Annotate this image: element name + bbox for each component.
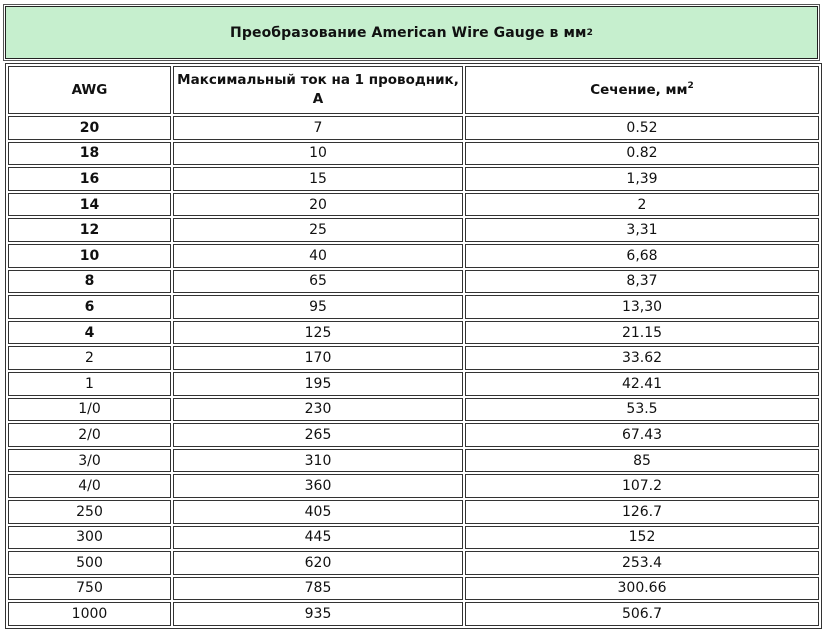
cell-section: 300.66 <box>465 577 819 601</box>
cell-awg: 20 <box>8 116 171 140</box>
table-row <box>8 142 819 166</box>
cell-awg: 1/0 <box>8 398 171 422</box>
cell-section: 21.15 <box>465 321 819 345</box>
table-row <box>8 372 819 396</box>
cell-awg: 14 <box>8 193 171 217</box>
cell-current: 15 <box>173 167 463 191</box>
table-row <box>8 244 819 268</box>
cell-current: 445 <box>173 526 463 550</box>
cell-current: 25 <box>173 218 463 242</box>
cell-current: 405 <box>173 500 463 524</box>
cell-awg: 16 <box>8 167 171 191</box>
cell-section: 42.41 <box>465 372 819 396</box>
cell-current: 20 <box>173 193 463 217</box>
cell-awg: 300 <box>8 526 171 550</box>
cell-awg: 3/0 <box>8 449 171 473</box>
cell-section: 67.43 <box>465 423 819 447</box>
cell-current: 620 <box>173 551 463 575</box>
cell-current: 265 <box>173 423 463 447</box>
cell-section: 0.52 <box>465 116 819 140</box>
table-row <box>8 423 819 447</box>
table-row <box>8 500 819 524</box>
cell-awg: 250 <box>8 500 171 524</box>
table-row <box>8 193 819 217</box>
table-title-text: Преобразование American Wire Gauge в мм <box>230 24 587 41</box>
cell-section: 6,68 <box>465 244 819 268</box>
cell-current: 170 <box>173 346 463 370</box>
cell-current: 10 <box>173 142 463 166</box>
table-row <box>8 295 819 319</box>
cell-current: 785 <box>173 577 463 601</box>
cell-current: 40 <box>173 244 463 268</box>
cell-awg: 10 <box>8 244 171 268</box>
cell-section: 152 <box>465 526 819 550</box>
cell-awg: 18 <box>8 142 171 166</box>
cell-awg: 750 <box>8 577 171 601</box>
table-row <box>8 218 819 242</box>
cell-current: 360 <box>173 474 463 498</box>
cell-awg: 500 <box>8 551 171 575</box>
cell-section: 107.2 <box>465 474 819 498</box>
cell-current: 7 <box>173 116 463 140</box>
cell-section: 126.7 <box>465 500 819 524</box>
column-header-awg <box>8 66 171 114</box>
table-row <box>8 474 819 498</box>
cell-current: 935 <box>173 602 463 626</box>
table-row <box>8 577 819 601</box>
cell-current: 125 <box>173 321 463 345</box>
data-grid <box>5 63 822 629</box>
column-header-current-label: Максимальный ток на 1 проводник, А <box>177 72 459 107</box>
cell-section: 3,31 <box>465 218 819 242</box>
cell-section: 253.4 <box>465 551 819 575</box>
cell-section: 53.5 <box>465 398 819 422</box>
cell-awg: 1 <box>8 372 171 396</box>
cell-section: 33.62 <box>465 346 819 370</box>
cell-awg: 4 <box>8 321 171 345</box>
table-row <box>8 449 819 473</box>
column-header-section-superscript: 2 <box>687 80 694 91</box>
cell-current: 65 <box>173 270 463 294</box>
cell-current: 230 <box>173 398 463 422</box>
cell-awg: 6 <box>8 295 171 319</box>
cell-section: 13,30 <box>465 295 819 319</box>
table-row <box>8 270 819 294</box>
cell-section: 1,39 <box>465 167 819 191</box>
cell-section: 2 <box>465 193 819 217</box>
cell-awg: 2/0 <box>8 423 171 447</box>
cell-awg: 2 <box>8 346 171 370</box>
cell-current: 95 <box>173 295 463 319</box>
table-row <box>8 116 819 140</box>
table-row <box>8 321 819 345</box>
column-header-awg-label: AWG <box>71 81 108 98</box>
column-header-section <box>465 66 819 114</box>
cell-section: 0.82 <box>465 142 819 166</box>
header-row <box>8 66 819 114</box>
table-row <box>8 551 819 575</box>
cell-awg: 1000 <box>8 602 171 626</box>
column-header-section-label: Сечение, мм <box>590 81 688 98</box>
table-body <box>8 116 819 626</box>
cell-current: 195 <box>173 372 463 396</box>
table-row <box>8 398 819 422</box>
cell-awg: 8 <box>8 270 171 294</box>
table-title: Преобразование American Wire Gauge в мм 2 <box>5 6 818 59</box>
table-row <box>8 602 819 626</box>
table-row <box>8 526 819 550</box>
cell-awg: 12 <box>8 218 171 242</box>
cell-section: 85 <box>465 449 819 473</box>
cell-current: 310 <box>173 449 463 473</box>
cell-section: 8,37 <box>465 270 819 294</box>
column-header-current <box>173 66 463 114</box>
table-row <box>8 346 819 370</box>
cell-section: 506.7 <box>465 602 819 626</box>
table-row <box>8 167 819 191</box>
cell-awg: 4/0 <box>8 474 171 498</box>
